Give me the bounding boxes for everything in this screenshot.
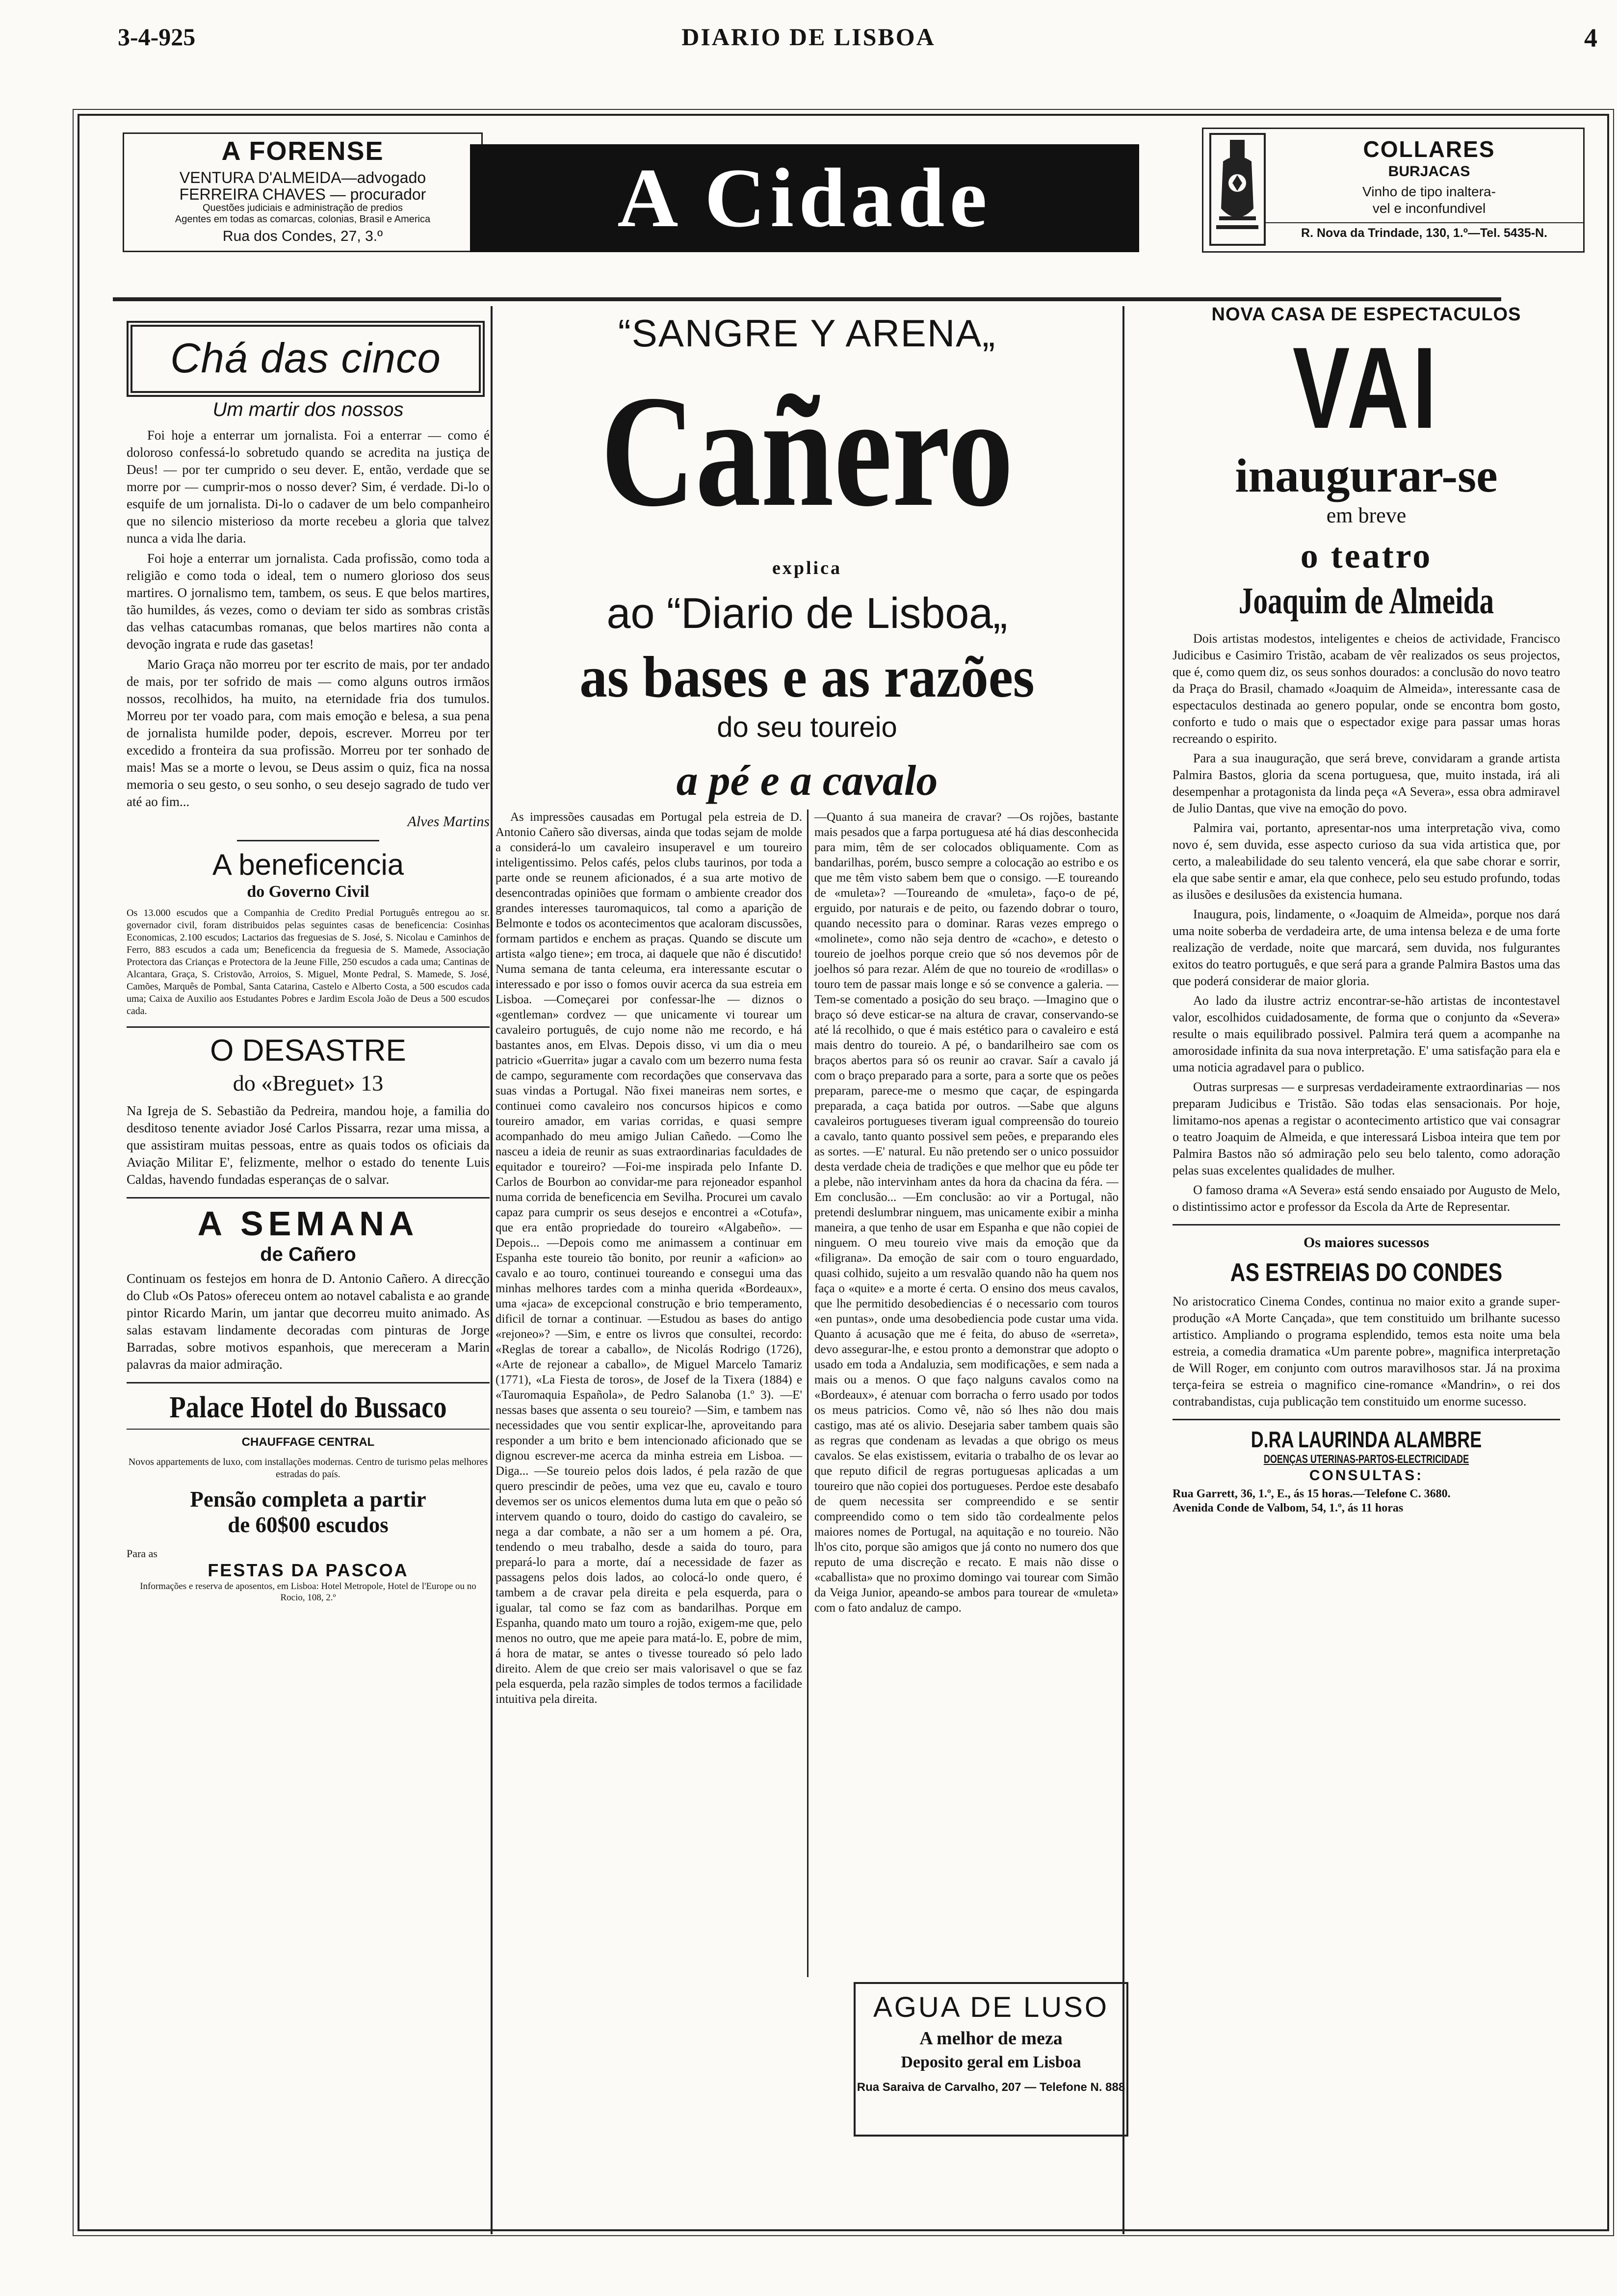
forense-line4: Agentes em todas as comarcas, colonias, Brasil e America (175, 214, 431, 225)
beneficencia-body: Os 13.000 escudos que a Companhia de Credito Predial Português entregou ao sr. governador civil, foram distribuidos pelas seguintes casas de beneficencia: Cosinhas Economicas, 2.100 escudos; Lactarios das freguesias de S. José, S. Nicolau e Caminhos de Ferro, 883 escudos a cada um; Beneficencia da freguesia de S. Mamede, Associação Protectora das Crianças e Protectora de la Jeune Fille, 250 escudos a cada uma; Cantinas de Alcantara, Graça, S. Cristovão, Arroios, S. Miguel, Monte Pedral, S. Mamede, S. José, Camões, Marquês de Pombal, Santa Catarina, Castelo e Alberto Costa, a 500 escudos cada uma; Caixa de Auxilio aos Estudantes Pobres e Jardim Escola João de Deus a 500 escudos cada. (127, 908, 490, 1017)
cha-paragraph: Foi hoje a enterrar um jornalista. Foi a enterrar — como é doloroso confessá-lo sobretudo quando se acredita na justiça de Deus! — por ter cumprido o seu dever. E, então, verdade que se morre por — cumprir-mos o nosso dever? Sim, é verdade. Di-lo o esquife de um jornalista. Di-lo o cadaver de um belo companheiro que no silencio misterioso da morte recebeu a gloria que talvez nunca a vida lhe daria. (127, 428, 490, 546)
estreias-title: AS ESTREIAS DO CONDES (1230, 1258, 1503, 1287)
vai-headline: VAI (1292, 323, 1440, 453)
desastre-body: Na Igreja de S. Sebastião da Pedreira, mandou hoje, a familia do desditoso tenente aviador José Carlos Pissarra, rezar uma missa, a que assistiram muitas pessoas, entre as quais todos os oficiais da Aviação Militar E', felizmente, melhor o estado do tenente Luis Caldas, havendo fundadas esperanças de o salvar. (127, 1103, 490, 1187)
forense-line3: Questões judiciais e administração de predios (203, 203, 403, 213)
mid-article-rule (807, 809, 808, 1977)
agua-title: AGUA DE LUSO (873, 1991, 1109, 2023)
teatro-paragraph: Outras surpresas — e surpresas verdadeiramente extraordinarias — nos preparam Judicibus e Tristão. São todas elas sensacionais. Por hoje, limitamo-nos apenas a registar o acontecimento artistico que vai consagrar o teatro Joaquim de Almeida, e que interessará Lisboa inteira que tem por Palmira Bastos não só admiração pelo seu belo talento, como adoração pelas suas excelentes qualidades de mulher. (1173, 1080, 1560, 1177)
collares-sub: BURJACAS (1388, 163, 1470, 180)
sangre-kicker: “SANGRE Y ARENA„ (618, 312, 996, 355)
right-column (1173, 294, 1560, 2237)
beneficencia-subtitle: do Governo Civil (247, 883, 369, 901)
palace-body: Novos appartements de luxo, com installações modernas. Centro de turismo pelas melhores estradas do país. (128, 1457, 488, 1480)
a-cidade-logo: A Cidade (470, 144, 1139, 252)
main-article-col1: As impressões causadas em Portugal pela estreia de D. Antonio Cañero são diversas, ainda que todas sejam de molde a considerá-lo um cavaleiro insuperavel e um toureiro inteligentissimo. Pelos cafés, pelos clubs taurinos, por toda a parte onde se reunem aficionados, é a sua arte motivo de desencontradas opiniões que formam o ambiente creador dos grandes interesses tauromaquicos, tal como a aparição de Belmonte e todos os acontecimentos que acaloram discussões, formam partidos e enchem as praças. Quando se discute um artista «algo tiene»; em troca, ai daquele que não é discutido! Numa semana de tanta celeuma, era interessante escutar o interessado e por isso o fomos ouvir acerca da sua estreia em Lisboa. —Começarei por confessar-lhe — diznos o «gentleman» cordvez — que unicamente vi tourear um cavaleiro português, de cujo nome não me recordo, e há bastantes anos, em Elvas. Depois disso, vi um dia o meu patricio «Guerrita» jugar a cavalo com um bezerro numa festa de campo, seguramente com recordações que conservava das suas vindas a Portugal. Não fixei maneiras nem sortes, e continuei como cavaleiro nos concursos hipicos e como toureiro amador, em varias corridas, e quasi sempre acompanhado do meu amigo Julian Cañedo. —Como lhe nasceu a ideia de reunir as suas extraordinarias faculdades de equitador e toureiro? —Foi-me inspirada pelo Infante D. Carlos de Bourbon ao convidar-me para rejoneador espanhol numa corrida de beneficencia em Sevilha. Procurei um cavalo capaz para cumprir os seus desejos e encontrei a «Cotufa», que era então propriedade do toureiro «Algabeño». —Depois... —Depois como me animassem a continuar em Espanha este toureio tão bonito, por reunir a «aficion» ao cavalo e ao touro, continuei toureando e consegui uma das minhas melhores tardes com a minha querida «Bordeaux», uma «jaca» de excepcional construção e brio temperamento, dificil de tornar a continuar. —Estudou as bases do antigo «rejoneo»? —Sim, e entre os livros que consultei, recordo: «Reglas de torear a caballo», de Nicolás Rodrigo (1726), «Arte de rejonear a caballo», de Miguel Marcelo Tamariz (1771), «La Fiesta de toros», de Josef de la Tixera (1884) e «Tauromaquia Española», de Pedro Salanoba (1.º 3). —E' nessas bases que assenta o seu toureio? —Sim, e tambem nas necessidades que vou sentir explicar-lhe, aproveitando para responder a um brito e bem intencionado aficionado que se dignou escrever-me acerca da minha estreia em Lisboa. —Diga... —Se toureio pelos dois lados, é pela razão de que quero prescindir de peões, uma vez que eu, cavalo e touro devemos ser os unicos elementos duma luta em que o peão só intervem quando o touro, doido do castigo do cavaleiro, se nega a dar combate, a não ser a um homem a pé. Ora, tendendo o meu trabalho, desde a saida do touro, para prepará-lo para a morte, daí a necessidade de fazer as passagens pelos dois lados, ao colocá-lo onde quero, é tambem a de cravar pela direita e pela esquerda, para o igualar, tal como se faz com as bandarilhas. Porque em Espanha, quando mato um touro a rojão, exigem-me que, pelo menos no outro, que me apeie para matá-lo. E, pobre de mim, á hora de matar, se antes o tivesse toureado só pelo lado direito. Alem de que creio ser mais valorisavel o que se faz pela esquerda, pela razão simples de todos termos a facilidade intuitiva pela direita. (496, 810, 802, 1706)
agua-de-luso-ad (854, 1982, 1128, 2137)
desastre-subtitle: do «Breguet» 13 (233, 1070, 384, 1096)
teatro-paragraph: O famoso drama «A Severa» está sendo ensaiado por Augusto de Melo, o distintissimo actor e professor da Escola da Arte de Representar. (1173, 1183, 1560, 1214)
forense-line1: VENTURA D'ALMEIDA—advogado (179, 169, 426, 186)
divider (1173, 1224, 1560, 1226)
palace-price: de 60$00 escudos (228, 1513, 389, 1537)
main-article-col2: —Quanto á sua maneira de cravar? —Os rojões, bastante mais pesados que a farpa portuguesa até há dias desconhecida para mim, têm de ser colocados obliquamente. Com as bandarilhas, porém, busco sempre a colocação ao estribo e os que me têm visto sabem bem que o consigo. —E toureando de «muleta»? —Toureando de «muleta», faço-o de pé, erguido, por naturais e de peito, ou fazendo dobrar o touro, quando necessito para o dominar. Raras vezes emprego o «molinete», como não seja dentro de «cacho», e detesto o toureio de joelhos porque creio que só nos devemos pôr de joelhos só para rezar. Além de que no toureio de «rodillas» o touro tem de passar mais longe e só se convence a galeria. —Tem-se comentado a posição do seu braço. —Imagino que o braço só deve esticar-se na altura de cravar, conservando-se até lá recolhido, o que é mais estético para o cavaleiro e está mais dentro do toureio. A pé, o bandarilheiro sae com os braços abertos para só os reunir ao cravar. Saír a cavalo já com o braço preparado para a sorte, para a sorte que os peões preparam, parece-me o mesmo que caçar, de espingarda preparada, a caça batida por outros. —Sabe que alguns cavaleiros portugueses tiveram igual compreensão do toureio a cavalo, tanto quanto possivel sem peões, e preparando eles as sortes. —E' natural. Eu não pretendo ser o unico possuidor desta verdade cheia de tradições e que melhor que eu pôde ter a plebe, não intervinham antes da hora da chacina da féra. —Em conclusão... —Em conclusão: ao vir a Portugal, não pretendi deslumbrar ninguem, mas unicamente exibir a minha maneira, a que tenho de usar em Espanha e que não copiei de ninguem. O meu toureio vive mais da emoção que da «filigrana». Da emoção de sair com o touro enguardado, quasi colhido, sujeito a um resvalão quando não ha quem nos faça o «quite» e a morte é certa. O ensino dos meus cavalos, que lhe permitido desobediencias é o necessario com touros «en puntas», onde uma desobediencia pode custar uma vida. Quanto á acusação que me é feita, do abuso de «serreta», devo assegurar-lhe, e estou pronto a demonstrar que adopto o usado em toda a Andaluzia, sem modificações, e sem nada a mais ou a menos. O que faço nalguns cavalos como na «Bordeaux», é atenuar com borracha o ferro usado por todos os meus patricios. Como vê, não só lhes não dou mais castigo, mas até os alivio. Desejaria saber tambem quais são as regras que condenam as levadas a que obrigo os meus cavalos. Se elas existissem, evitaria o trabalho de os levar ao que reputo dificil de regras portuguesas aplicadas a um toureiro que não copiei dos portugueses. Perdoe este desabafo de quem necessita ser compreendido e se sentir compreendido como o tem sido tão cordealmente pelos maiores nomes de Portugal, na aquitação e no toureio. Não lh'os cito, porque são amigos que já conto no numero dos que reputo de uma discreção e recato. E mais não disse o «caballista» que no proximo domingo vai tourear com Simão da Veiga Junior, apeando-se ambos para tourear de «muleta» com o fato andaluz de campo. (814, 810, 1119, 1615)
laurinda-doencas: DOENÇAS UTERINAS-PARTOS-ELECTRICIDADE (1263, 1453, 1469, 1466)
forense-line2: FERREIRA CHAVES — procurador (179, 185, 426, 203)
cha-paragraph: Mario Graça não morreu por ter escrito de mais, por ter andado de mais, por ter sofrido de mais — como alguns outros irmãos nossos, recolhidos, ha muito, na eternidade fria dos tumulos. Morreu por ter voado para, com mais emoção e belesa, a sua pena de jornalista humilde poder, depois, escrever. Morreu por ter excedido a fronteira da sua profissão. Morreu por ter sonhado de mais! Mas se a morte o levou, se Deus assim o quiz, fica na nossa memoria o seu gesto, o seu sonho, o seu desejo sagrado de tudo ver até ao fim... (127, 657, 490, 809)
teatro-paragraph: Palmira vai, portanto, apresentar-nos uma interpretação viva, como novo é, sem duvida, esse aspecto curioso da sua vida artistica que, por certo, a maleabilidade do seu talento vencerá, ela que sabe chorar e sorrir, ela que sabe sentir e amar, ela que conhece, pelo seu estudo profundo, todas as ilusões e desilusões da existencia humana. (1173, 821, 1560, 902)
teatro-paragraph: Dois artistas modestos, inteligentes e cheios de actividade, Francisco Judicibus e Casimiro Tristão, acabam de vêr realizados os seus projectos, que é, como quem diz, os seus sonhos dourados: a conclusão do novo teatro da Praça do Brasil, chamado «Joaquim de Almeida», interessante casa de espectaculos destinada ao genero popular, onde se encontra bom gosto, conforto e tudo o mais que o espectador exige para passar umas horas recreando o espirito. (1173, 631, 1560, 746)
cha-article (127, 427, 490, 810)
newspaper-title: DIARIO DE LISBOA (681, 23, 936, 51)
breve-headline: em breve (1326, 503, 1407, 527)
toureio-line: do seu toureio (717, 711, 897, 743)
agua-dep: Deposito geral em Lisboa (901, 2053, 1081, 2071)
page-number: 4 (1584, 23, 1597, 52)
desastre-title: O DESASTRE (210, 1034, 406, 1068)
cha-subtitle: Um martir dos nossos (212, 399, 404, 420)
divider (1173, 1419, 1560, 1420)
forense-address: Rua dos Condes, 27, 3.º (222, 228, 383, 244)
sucessos-title: Os maiores sucessos (1303, 1234, 1430, 1251)
palace-festas: FESTAS DA PASCOA (208, 1560, 409, 1580)
divider (237, 840, 379, 841)
semana-subtitle: de Cañero (260, 1244, 356, 1265)
divider (127, 1382, 490, 1383)
semana-title: A SEMANA (197, 1204, 419, 1243)
canero-headline: Cañero (600, 362, 1014, 540)
laurinda-consultas: CONSULTAS: (1309, 1467, 1424, 1484)
diario-line: ao “Diario de Lisboa„ (606, 589, 1008, 637)
divider (127, 1026, 490, 1028)
palace-para: Para as (127, 1547, 157, 1560)
agua-address: Rua Saraiva de Carvalho, 207 — Telefone N. 888 (857, 2081, 1125, 2094)
divider (127, 1197, 490, 1199)
teatro-article (1173, 630, 1560, 1215)
casa-kicker: NOVA CASA DE ESPECTACULOS (1211, 304, 1521, 325)
beneficencia-title: A beneficencia (212, 848, 404, 881)
teatro-headline: o teatro (1300, 536, 1433, 575)
issue-date: 3-4-925 (118, 23, 196, 51)
collares-emblem (1209, 133, 1266, 246)
left-column (127, 319, 490, 2222)
inaugurar-headline: inaugurar-se (1235, 449, 1498, 502)
forense-title: A FORENSE (221, 136, 384, 166)
palace-title: Palace Hotel do Bussaco (169, 1391, 447, 1424)
palace-pension: Pensão completa a partir (190, 1487, 426, 1512)
main-article (496, 809, 1119, 2007)
forense-ad (123, 132, 483, 252)
cha-author: Alves Martins (407, 813, 490, 830)
collares-ad (1202, 128, 1585, 253)
explica-line: explica (772, 558, 842, 578)
semana-body: Continuam os festejos em honra de D. Antonio Cañero. A direcção do Club «Os Patos» ofereceu ontem ao notavel cabalista e ao grande pintor Ricardo Marin, um jantar que decorreu muito animado. As salas estavam lindamente decoradas com pinturas de Jorge Barradas, sobre motivos espanhois, que mereceram a Marin palavras da maior admiração. (127, 1271, 490, 1372)
teatro-paragraph: Ao lado da ilustre actriz encontrar-se-hão artistas de incontestavel valor, escolhidos cuidadosamente, de forma que o conjunto da «Severa» resulte o mais equilibrado possivel. Palmira terá quem a acompanhe na amorosidade infinita da sua nova interpretação. E' uma satisfação para ela e uma noticia agradavel para o publico. (1173, 993, 1560, 1074)
cha-paragraph: Foi hoje a enterrar um jornalista. Cada profissão, como toda a religião e como toda o ideal, tem o numero glorioso dos seus martires. O jornalismo tem, tambem, os seus. E que belos martires, tão humildes, ás vezes, como o deviam ter sido as sombras cristãs das velhas catacumbas romanas, que belos martires não conta a devoção ingrata e rude das gasetas! (127, 551, 490, 652)
laurinda-address1: Rua Garrett, 36, 1.º, E., ás 15 horas.—Telefone C. 3680. (1173, 1487, 1451, 1500)
palace-info: Informações e reserva de aposentos, em Lisboa: Hotel Metropole, Hotel de l'Europe ou no Rocio, 108, 2.º (140, 1581, 476, 1603)
collares-line2: vel e inconfundivel (1372, 201, 1486, 216)
laurinda-title: D.RA LAURINDA ALAMBRE (1251, 1427, 1482, 1452)
teatro-paragraph: Para a sua inauguração, que será breve, convidaram a grande artista Palmira Bastos, gloria da scena portuguesa, que, muito instada, irá ali desempenhar a protagonista da linda peça «A Severa», essa obra admiravel de Julio Dantas, que vive na emoção do povo. (1173, 751, 1560, 815)
collares-title: COLLARES (1363, 136, 1495, 162)
wine-bottle-icon (1211, 135, 1264, 244)
estreias-body: No aristocratico Cinema Condes, continua no maior exito a grande super-produção «A Morte Cançada», que tem constituido um brilhante sucesso artistico. Ampliando o programa esplendido, temos esta noite uma bela estreia, a comedia dramatica «Um parente pobre», magnifica interpretação de Will Roger, em conjunto com outros maravilhosos star. Já na proxima terça-feira se estreia o magnifico cine-romance «Mandrin», o rei dos contrabandistas, cuja publicação tem constituido um enorme sucesso. (1173, 1294, 1560, 1409)
cha-title: Chá das cinco (170, 335, 441, 382)
laurinda-address2: Avenida Conde de Valbom, 54, 1.º, ás 11 horas (1173, 1502, 1404, 1514)
agua-sub: A melhor de meza (919, 2028, 1063, 2049)
teatro-paragraph: Inaugura, pois, lindamente, o «Joaquim de Almeida», porque nos dará uma noite soberba de verdadeira arte, de uma intensa beleza e de uma forte realização de verdade, noite que marcará, sem duvida, nos fulgurantes exitos do teatro português, e que será para a grande Palmira Bastos uma das que poderá considerar de maior gloria. (1173, 907, 1560, 988)
collares-line1: Vinho de tipo inaltera- (1362, 184, 1496, 199)
pe-cavalo-line: a pé e a cavalo (676, 757, 938, 805)
joaquim-headline: Joaquim de Almeida (1238, 580, 1494, 622)
palace-sub: CHAUFFAGE CENTRAL (127, 1429, 490, 1449)
bases-line: as bases e as razões (579, 644, 1035, 709)
collares-address: R. Nova da Trindade, 130, 1.º—Tel. 5435-N. (1265, 222, 1584, 240)
cha-title-box (127, 321, 485, 397)
